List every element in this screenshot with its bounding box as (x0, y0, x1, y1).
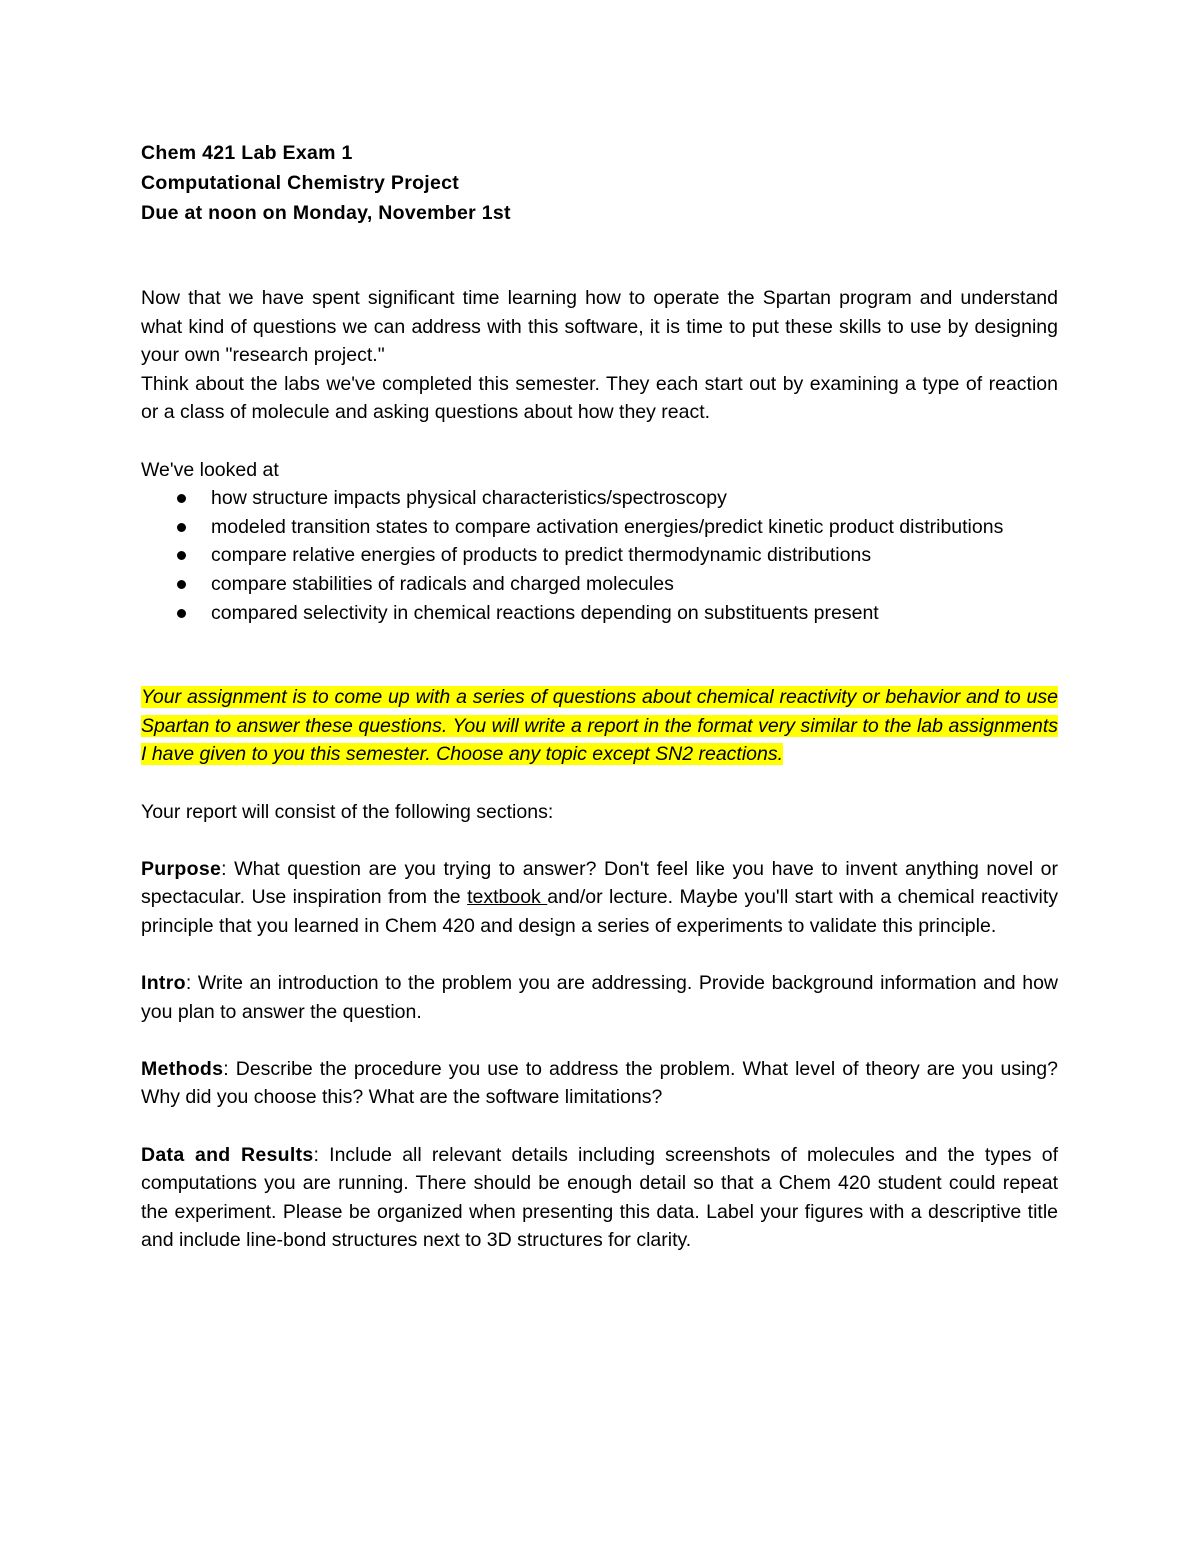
bullet-icon (177, 580, 186, 589)
intro-paragraph-2: Think about the labs we've completed this semester. They each start out by examining a type of reaction or a class of molecule and asking questions about how they react. (141, 372, 1058, 424)
looked-at-list (141, 484, 1058, 627)
project-title: Computational Chemistry Project (141, 172, 460, 194)
sections-intro: Your report will consist of the following sections: (141, 800, 554, 823)
bullet-icon (177, 494, 186, 503)
purpose-label: Purpose (141, 857, 222, 880)
intro-section: Intro: Write an introduction to the problem you are addressing. Provide background information and how you plan to answer the question. (141, 972, 1058, 1023)
list-item: compare stabilities of radicals and charged molecules (141, 570, 1058, 599)
list-item: compare relative energies of products to predict thermodynamic distributions (141, 541, 1058, 570)
intro-paragraph-1: Now that we have spent significant time learning how to operate the Spartan program and understand what kind of questions we can address with this software, it is time to put these skills to use by designing your own "research project." (141, 287, 1058, 367)
course-title: Chem 421 Lab Exam 1 (141, 142, 353, 164)
methods-section: Methods: Describe the procedure you use to address the problem. What level of theory are you using? Why did you choose this? What are the software limitations? (141, 1057, 1058, 1109)
list-item: compared selectivity in chemical reactions depending on substituents present (141, 599, 1058, 628)
data-results-label: Data and Results (141, 1143, 314, 1166)
intro-label: Intro (141, 972, 186, 995)
bullet-icon (177, 523, 186, 532)
document-page (141, 138, 1058, 1255)
list-item: modeled transition states to compare activation energies/predict kinetic product distributions (141, 513, 1058, 542)
list-item: how structure impacts physical characteristics/spectroscopy (141, 484, 1058, 513)
data-results-section: Data and Results: Include all relevant details including screenshots of molecules and the types of computations you are running. There should be enough detail so that a Chem 420 student could repeat the experiment. Please be organized when presenting this data. Label your figures with a descriptive title and include line-bond structures next to 3D structures for clarity. (141, 1143, 1058, 1252)
purpose-section: Purpose: What question are you trying to answer? Don't feel like you have to invent anything novel or spectacular. Use inspiration from the textbook and/or lecture. Maybe you'll start with a chemical reactivity principle that you learned in Chem 420 and design a series of experiments to validate this principle. (141, 857, 1058, 937)
looked-at-lead: We've looked at (141, 458, 279, 481)
textbook-link[interactable]: textbook (467, 886, 548, 909)
assignment-paragraph (141, 683, 1058, 769)
bullet-icon (177, 551, 186, 560)
methods-label: Methods (141, 1057, 224, 1080)
assignment-highlight: Your assignment is to come up with a series of questions about chemical reactivity or behavior and to use Spartan to answer these questions. You will write a report in the format very similar to the lab assignments I have given to you this semester. Choose any topic except SN2 reactions. (141, 686, 1058, 766)
due-date: Due at noon on Monday, November 1st (141, 202, 511, 224)
bullet-icon (177, 609, 186, 618)
